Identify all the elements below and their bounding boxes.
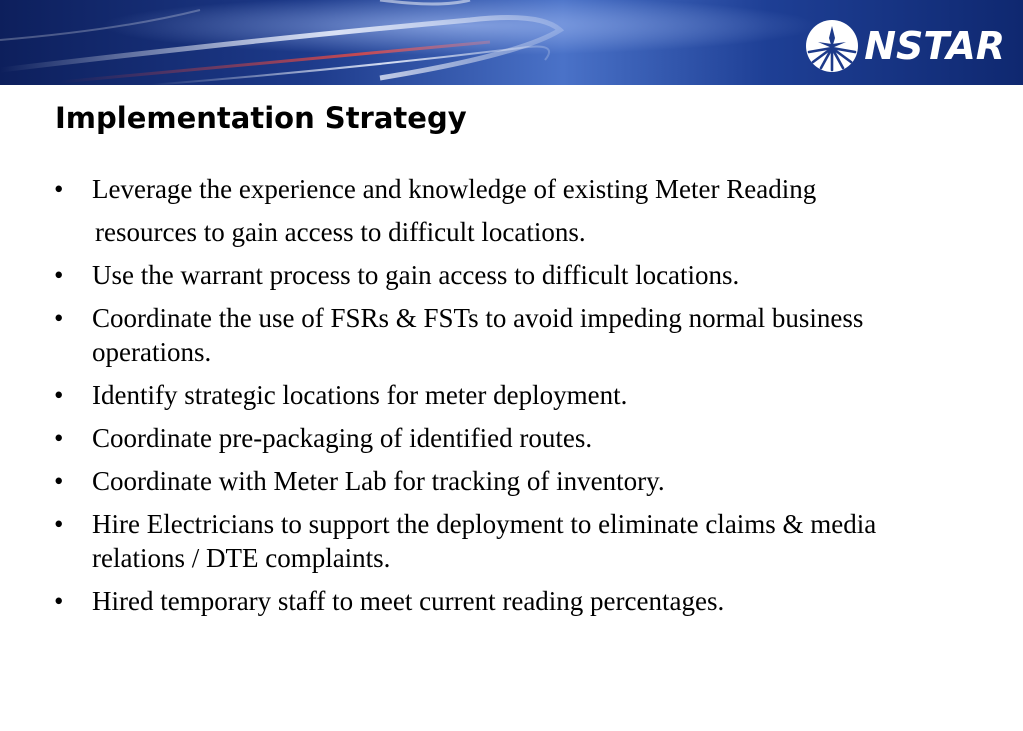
bullet-text: Coordinate pre-packaging of identified routes. bbox=[92, 423, 593, 453]
bullet-marker: • bbox=[54, 586, 64, 616]
bullet-item bbox=[52, 301, 972, 369]
bullet-item bbox=[52, 507, 972, 575]
bullet-item bbox=[52, 421, 972, 455]
bullet-text: Coordinate the use of FSRs & FSTs to avoid impeding normal business operations. bbox=[92, 303, 864, 367]
bullet-item bbox=[52, 258, 972, 292]
bullet-item bbox=[52, 584, 972, 618]
bullet-marker: • bbox=[54, 260, 64, 290]
bullet-marker: • bbox=[54, 423, 64, 453]
bullet-text-line-1: Leverage the experience and knowledge of existing Meter Reading bbox=[92, 174, 817, 204]
bullet-text: Hired temporary staff to meet current reading percentages. bbox=[92, 586, 725, 616]
nstar-starburst-icon bbox=[804, 18, 860, 74]
bullet-text: Use the warrant process to gain access to difficult locations. bbox=[92, 260, 740, 290]
bullet-list bbox=[52, 172, 972, 627]
bullet-marker: • bbox=[54, 466, 64, 496]
bullet-marker: • bbox=[54, 509, 64, 539]
bullet-text-line-2: resources to gain access to difficult locations. bbox=[95, 217, 586, 247]
bullet-marker: • bbox=[54, 174, 64, 204]
bullet-item bbox=[52, 464, 972, 498]
nstar-logo bbox=[804, 16, 1005, 76]
slide-title: Implementation Strategy bbox=[55, 101, 467, 135]
logo-wordmark: NSTAR bbox=[864, 24, 1005, 68]
bullet-text: Coordinate with Meter Lab for tracking of inventory. bbox=[92, 466, 665, 496]
header-banner bbox=[0, 0, 1023, 85]
bullet-item bbox=[52, 378, 972, 412]
bullet-marker: • bbox=[54, 303, 64, 333]
bullet-text: Identify strategic locations for meter deployment. bbox=[92, 380, 628, 410]
bullet-text bbox=[92, 172, 972, 249]
bullet-text: Hire Electricians to support the deployment to eliminate claims & media relations / DTE complaints. bbox=[92, 509, 877, 573]
bullet-item bbox=[52, 172, 972, 249]
bullet-marker: • bbox=[54, 380, 64, 410]
